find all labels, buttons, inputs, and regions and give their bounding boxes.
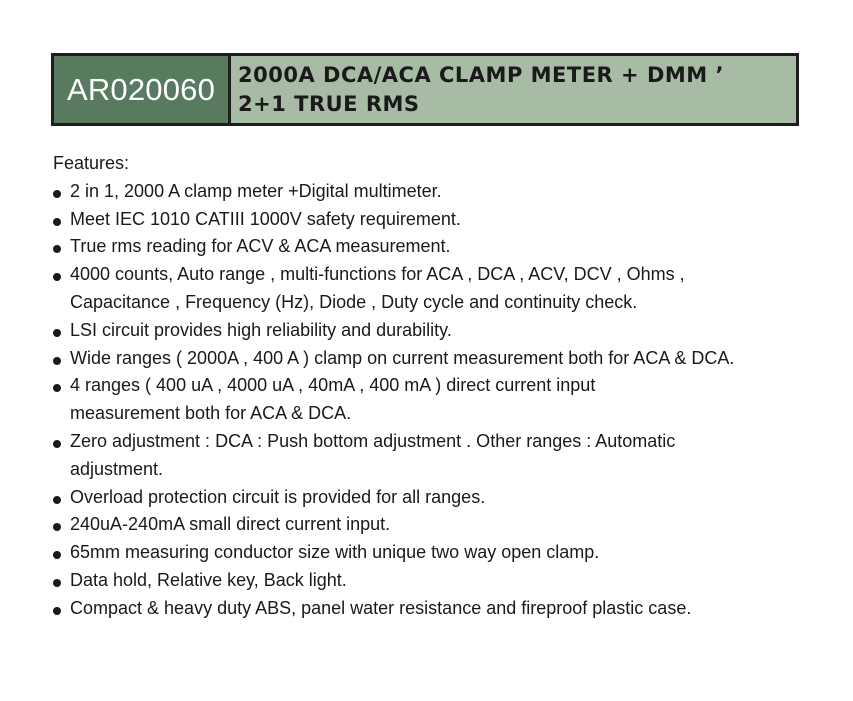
product-header [51, 53, 799, 126]
feature-text: 4 ranges ( 400 uA , 4000 uA , 40mA , 400 mA ) direct current input [70, 375, 596, 396]
bullet-icon [53, 496, 61, 504]
bullet-icon [53, 329, 61, 337]
feature-text: 2 in 1, 2000 A clamp meter +Digital multimeter. [70, 180, 442, 201]
feature-item [53, 539, 823, 567]
product-title [231, 56, 796, 123]
feature-text: Compact & heavy duty ABS, panel water resistance and fireproof plastic case. [70, 597, 692, 618]
feature-text: Wide ranges ( 2000A , 400 A ) clamp on current measurement both for ACA & DCA. [70, 347, 735, 368]
bullet-icon [53, 551, 61, 559]
product-title-line-1: 2000A DCA/ACA CLAMP METER + DMM ʼ [238, 63, 724, 87]
bullet-icon [53, 579, 61, 587]
feature-item [53, 178, 823, 206]
bullet-icon [53, 245, 61, 253]
feature-item [53, 261, 823, 317]
feature-text: measurement both for ACA & DCA. [70, 403, 352, 424]
feature-item [53, 511, 823, 539]
feature-text: 65mm measuring conductor size with unique two way open clamp. [70, 542, 600, 563]
feature-item [53, 317, 823, 345]
feature-item [53, 233, 823, 261]
features-section [53, 150, 823, 623]
feature-text: Overload protection circuit is provided for all ranges. [70, 486, 486, 507]
feature-text: 240uA-240mA small direct current input. [70, 514, 391, 535]
feature-text: adjustment. [70, 458, 164, 479]
features-list [53, 178, 823, 623]
feature-item [53, 595, 823, 623]
features-heading: Features: [53, 153, 130, 173]
feature-item [53, 567, 823, 595]
feature-text: 4000 counts, Auto range , multi-functions for ACA , DCA , ACV, DCV , Ohms , [70, 264, 685, 285]
product-title-line-2: 2+1 TRUE RMS [238, 92, 420, 116]
feature-text: Data hold, Relative key, Back light. [70, 569, 347, 590]
bullet-icon [53, 440, 61, 448]
product-code: AR020060 [54, 56, 231, 123]
feature-item [53, 345, 823, 373]
feature-text: Capacitance , Frequency (Hz), Diode , Duty cycle and continuity check. [70, 291, 638, 312]
bullet-icon [53, 273, 61, 281]
feature-text: Meet IEC 1010 CATIII 1000V safety requirement. [70, 208, 461, 229]
feature-text: LSI circuit provides high reliability and durability. [70, 319, 452, 340]
bullet-icon [53, 357, 61, 365]
feature-item [53, 372, 823, 428]
bullet-icon [53, 523, 61, 531]
bullet-icon [53, 190, 61, 198]
bullet-icon [53, 218, 61, 226]
bullet-icon [53, 384, 61, 392]
feature-text: Zero adjustment : DCA : Push bottom adjustment . Other ranges : Automatic [70, 430, 676, 451]
feature-item [53, 484, 823, 512]
feature-text: True rms reading for ACV & ACA measurement. [70, 236, 451, 257]
bullet-icon [53, 607, 61, 615]
feature-item [53, 206, 823, 234]
feature-item [53, 428, 823, 484]
